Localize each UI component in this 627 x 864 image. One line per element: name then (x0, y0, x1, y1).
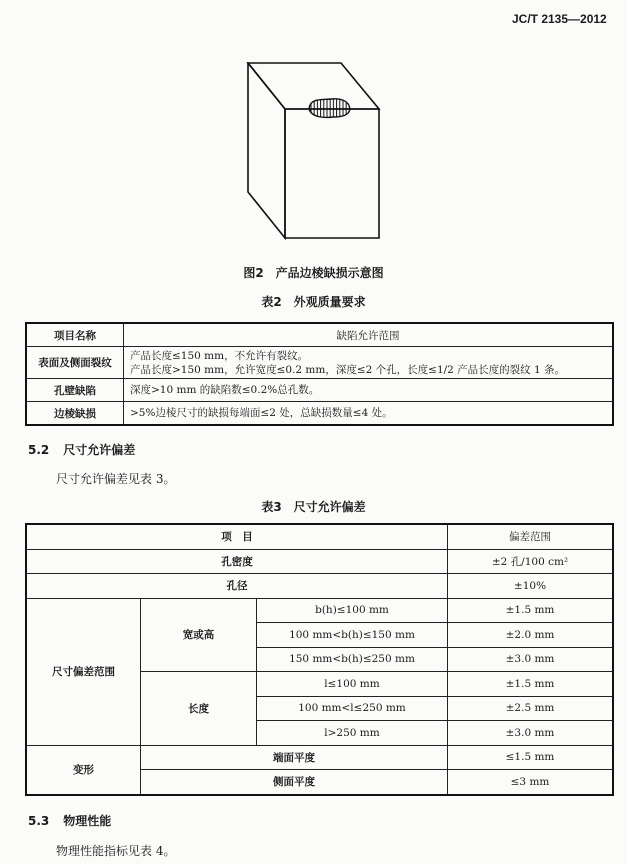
table3-caption (0, 498, 627, 515)
row-condition: l>250 mm (257, 721, 448, 746)
row-value: ±2 孔/100 cm² (448, 549, 614, 574)
row-value: ≤3 mm (448, 770, 614, 795)
row-condition: 端面平度 (141, 745, 448, 770)
row-condition: 侧面平度 (141, 770, 448, 795)
table2-title: 外观质量要求 (293, 295, 366, 309)
row-condition: 100 mm<b(h)≤150 mm (257, 623, 448, 648)
table-row (26, 379, 613, 402)
table-row (26, 402, 613, 426)
row-condition: b(h)≤100 mm (257, 598, 448, 623)
row-value: ±2.5 mm (448, 696, 614, 721)
figure-caption (0, 264, 627, 281)
header-item-name: 项目名称 (26, 323, 124, 347)
section-heading-5-3 (28, 812, 111, 829)
header-item: 项 目 (26, 524, 448, 549)
row-name: 表面及侧面裂纹 (26, 347, 124, 379)
table-header-row (26, 524, 613, 549)
appearance-quality-table (25, 322, 614, 426)
dimension-tolerance-table (25, 523, 614, 796)
group-label: 变形 (26, 745, 141, 795)
section-title: 物理性能 (63, 814, 112, 828)
row-line: 产品长度≤150 mm，不允许有裂纹。 (130, 349, 309, 362)
row-condition: 150 mm<b(h)≤250 mm (257, 647, 448, 672)
subgroup-label: 宽或高 (141, 598, 257, 672)
header-tolerance: 偏差范围 (448, 524, 614, 549)
figure-number: 图2 (243, 266, 264, 280)
table3-title: 尺寸允许偏差 (293, 500, 366, 514)
row-value: ≤1.5 mm (448, 745, 614, 770)
row-condition: 100 mm<l≤250 mm (257, 696, 448, 721)
row-value: ±3.0 mm (448, 647, 614, 672)
table2-caption (0, 293, 627, 310)
row-value: ±3.0 mm (448, 721, 614, 746)
row-value: >5%边棱尺寸的缺损每端面≤2 处，总缺损数量≤4 处。 (124, 402, 614, 426)
standard-number: JC/T 2135—2012 (512, 12, 607, 26)
cube-with-edge-defect-diagram-icon (246, 62, 386, 247)
row-value (124, 347, 614, 379)
row-value: ±1.5 mm (448, 672, 614, 697)
row-value: ±2.0 mm (448, 623, 614, 648)
row-value: 深度>10 mm 的缺陷数≤0.2%总孔数。 (124, 379, 614, 402)
row-item: 孔密度 (26, 549, 448, 574)
row-name: 孔壁缺陷 (26, 379, 124, 402)
group-label: 尺寸偏差范围 (26, 598, 141, 745)
section-number: 5.3 (28, 814, 50, 828)
table2-number: 表2 (261, 295, 282, 309)
row-value: ±1.5 mm (448, 598, 614, 623)
row-name: 边棱缺损 (26, 402, 124, 426)
row-condition: l≤100 mm (257, 672, 448, 697)
table-row (26, 347, 613, 379)
section-number: 5.2 (28, 443, 50, 457)
header-defect-range: 缺陷允许范围 (124, 323, 614, 347)
table3-number: 表3 (261, 500, 282, 514)
section-heading-5-2 (28, 441, 135, 458)
table-row (26, 598, 613, 623)
section-title: 尺寸允许偏差 (63, 443, 136, 457)
subgroup-label: 长度 (141, 672, 257, 746)
table-header-row (26, 323, 613, 347)
section-paragraph: 物理性能指标见表 4。 (56, 844, 176, 858)
row-item: 孔径 (26, 574, 448, 599)
row-line: 产品长度>150 mm，允许宽度≤0.2 mm，深度≤2 个孔，长度≤1/2 产品长度的裂纹 1 条。 (130, 363, 566, 376)
table-row (26, 574, 613, 599)
row-value: ±10% (448, 574, 614, 599)
table-row (26, 745, 613, 770)
table-row (26, 549, 613, 574)
figure-title: 产品边棱缺损示意图 (275, 266, 384, 280)
section-paragraph: 尺寸允许偏差见表 3。 (56, 472, 176, 486)
